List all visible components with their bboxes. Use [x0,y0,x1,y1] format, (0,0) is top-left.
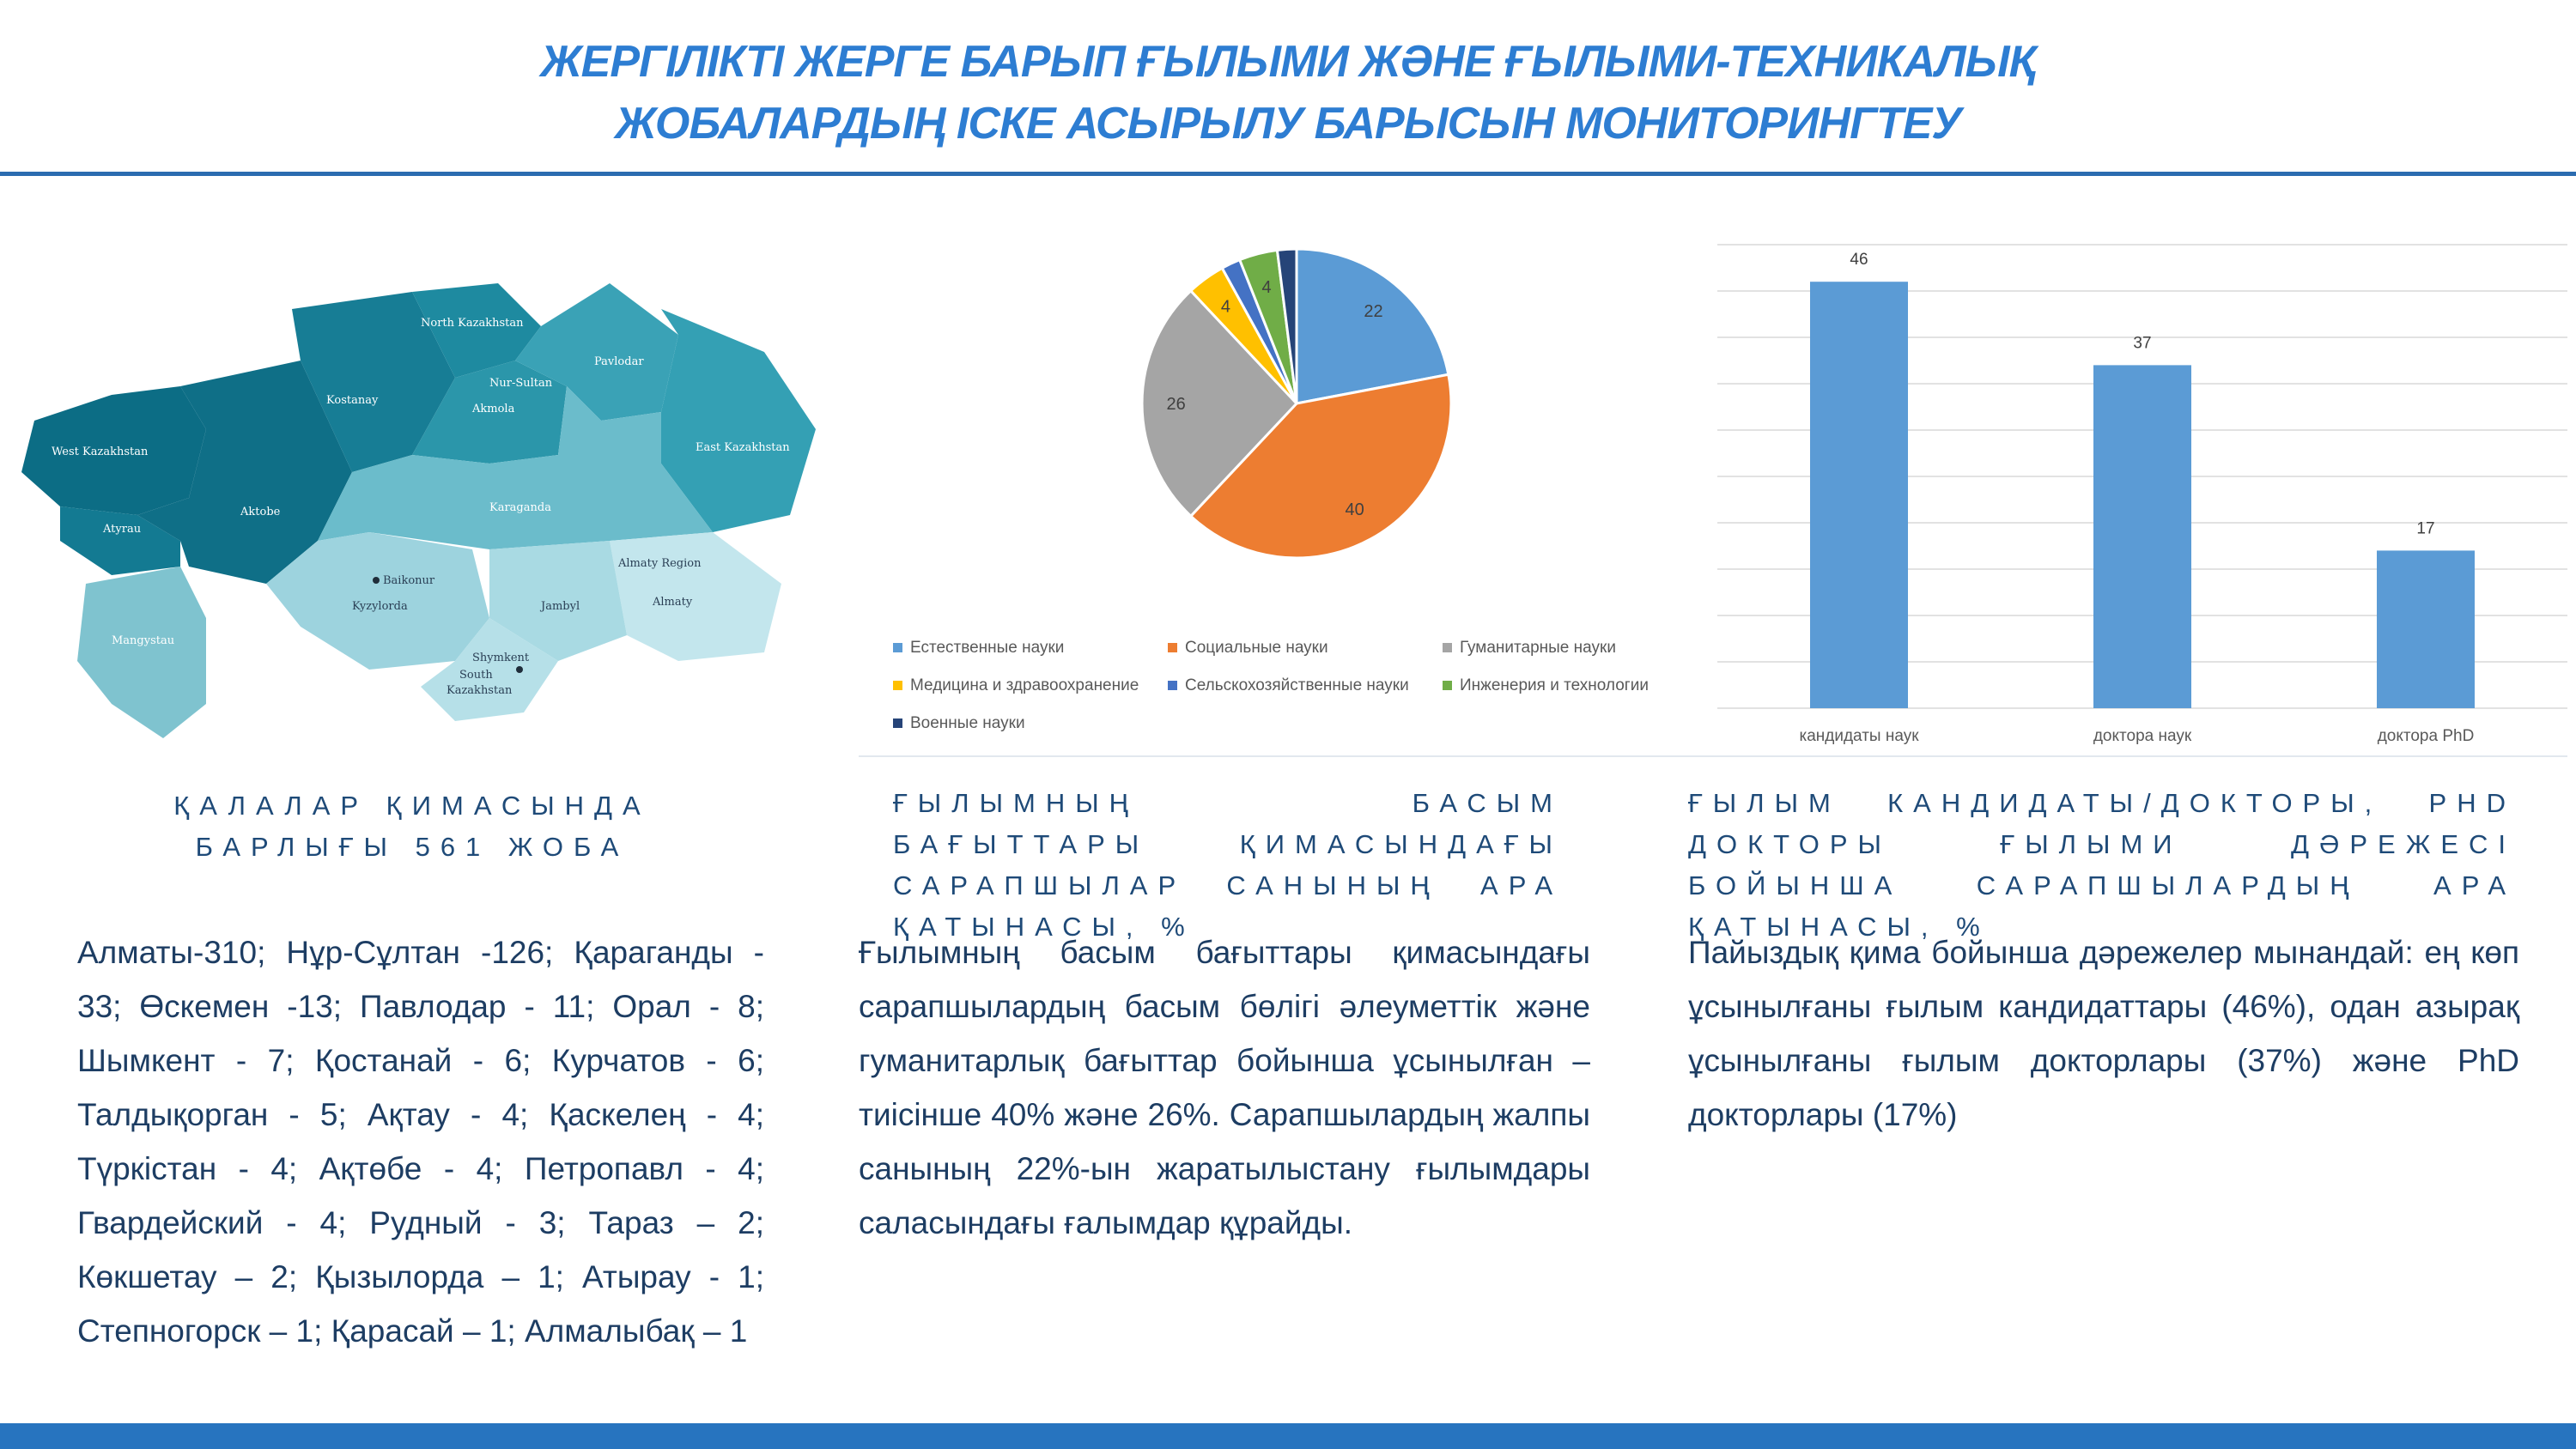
map-label-south: South [459,669,493,682]
title-divider [0,172,2576,176]
map-label-akmola: Akmola [472,403,515,415]
priority-directions-text: Ғылымның басым бағыттары қимасындағы сарапшылардың басым бөлігі әлеуметтік және гуманитарлық бағыттар бойынша ұсынылған – тиісінше 40% және 26%. Сарапшылардың жалпы санының 22%-ын жаратылыстану ғылымдары саласындағы ғалымдар құрайды. [859,935,1590,1240]
cities-heading-line-1: ҚАЛАЛАР ҚИМАСЫНДА [173,791,651,821]
map-label-almaty: Almaty [653,596,693,609]
map-label-west-kazakhstan: West Kazakhstan [52,446,149,458]
pie-data-label-5: 4 [1261,278,1272,298]
map-label-kazakhstan: Kazakhstan [447,684,513,697]
bar-chart [1709,232,2567,755]
bar-data-label-0: 46 [1850,251,1868,270]
pie-data-label-1: 40 [1345,500,1364,520]
pie-legend-label-1: Социальные науки [1185,639,1328,657]
bar-category-label-1: доктора наук [2093,727,2192,745]
cities-heading-line-2: БАРЛЫҒЫ 561 ЖОБА [195,832,629,862]
map-marker-shymkent [516,666,523,673]
title-line-1: ЖЕРГІЛІКТІ ЖЕРГЕ БАРЫП ҒЫЛЫМИ ЖӘНЕ ҒЫЛЫМИ-ТЕХНИКАЛЫҚ [540,37,2036,87]
bar-0 [1810,282,1908,708]
pie-legend-label-3: Медицина и здравоохранение [910,676,1139,694]
map-marker-baikonur [373,577,380,584]
bar-data-label-1: 37 [2133,334,2152,353]
map-label-karaganda: Karaganda [489,501,551,514]
pie-data-label-3: 4 [1220,297,1231,317]
pie-legend-label-6: Военные науки [910,714,1025,732]
map-label-jambyl: Jambyl [541,600,580,613]
chart-divider [859,755,2567,757]
map-label-atyrau: Atyrau [103,523,142,536]
degree-heading: ҒЫЛЫМ КАНДИДАТЫ/ДОКТОРЫ, PHD ДОКТОРЫ ҒЫЛЫМИ ДӘРЕЖЕСІ БОЙЫНША САРАПШЫЛАРДЫҢ АРА ҚАТЫНАСЫ, % [1688,788,2516,942]
bar-category-label-0: кандидаты наук [1799,727,1919,745]
map-label-nur-sultan: Nur-Sultan [489,377,553,390]
bar-1 [2093,365,2191,708]
pie-data-label-0: 22 [1364,301,1383,321]
pie-legend-label-4: Сельскохозяйственные науки [1185,676,1409,694]
pie-chart [876,249,1692,764]
pie-legend-swatch-6 [893,718,902,728]
map-label-kostanay: Kostanay [326,394,379,407]
map-region-mangystau [77,567,206,738]
bar-category-label-2: доктора PhD [2377,727,2475,745]
priority-directions-heading: ҒЫЛЫМНЫҢ БАСЫМ БАҒЫТТАРЫ ҚИМАСЫНДАҒЫ САРАПШЫЛАР САНЫНЫҢ АРА ҚАТЫНАСЫ, % [893,788,1563,942]
map-label-pavlodar: Pavlodar [594,355,644,368]
pie-data-label-2: 26 [1166,395,1186,414]
pie-legend-swatch-3 [893,681,902,690]
map-label-north-kazakhstan: North Kazakhstan [421,317,524,330]
pie-legend-swatch-4 [1168,681,1177,690]
map-label-aktobe: Aktobe [240,506,281,518]
kazakhstan-map [9,258,816,738]
pie-legend-swatch-2 [1443,643,1452,652]
map-label-kyzylorda: Kyzylorda [352,600,408,613]
title-line-2: ЖОБАЛАРДЫҢ ІСКЕ АСЫРЫЛУ БАРЫСЫН МОНИТОРИНГТЕУ [615,99,1961,149]
cities-text: Алматы-310; Нұр-Сұлтан -126; Қараганды - 33; Өскемен -13; Павлодар - 11; Орал - 8; Шымкент - 7; Қостанай - 6; Курчатов - 6; Талдықорган - 5; Ақтау - 4; Қаскелең - 4; Түркістан - 4; Ақтөбе - 4; Петропавл - 4; Гвардейский - 4; Рудный - 3; Тараз – 2; Көкшетау – 2; Қызылорда – 1; Атырау - 1; Степногорск – 1; Қарасай – 1; Алмалыбақ – 1 [77,935,764,1349]
map-region-almaty-region [610,532,781,661]
bar-2 [2377,550,2475,708]
map-label-mangystau: Mangystau [112,634,175,647]
map-label-almaty-region: Almaty Region [618,557,702,570]
pie-legend-swatch-0 [893,643,902,652]
degree-text: Пайыздық қима бойынша дәрежелер мынандай: ең көп ұсынылғаны ғылым кандидаттары (46%), одан азырақ ұсынылғаны ғылым докторлары (37%) және PhD докторлары (17%) [1688,935,2519,1132]
cities-heading [103,785,721,868]
map-label-shymkent: Shymkent [472,652,530,664]
bottom-bar [0,1423,2576,1449]
map-label-baikonur: Baikonur [383,574,435,587]
pie-legend-label-5: Инженерия и технологии [1460,676,1649,694]
bar-data-label-2: 17 [2416,519,2435,538]
map-label-east-kazakhstan: East Kazakhstan [696,441,790,454]
pie-legend-swatch-5 [1443,681,1452,690]
pie-legend-swatch-1 [1168,643,1177,652]
page-title [0,31,2576,155]
pie-legend-label-0: Естественные науки [910,639,1065,657]
pie-legend-label-2: Гуманитарные науки [1460,639,1616,657]
